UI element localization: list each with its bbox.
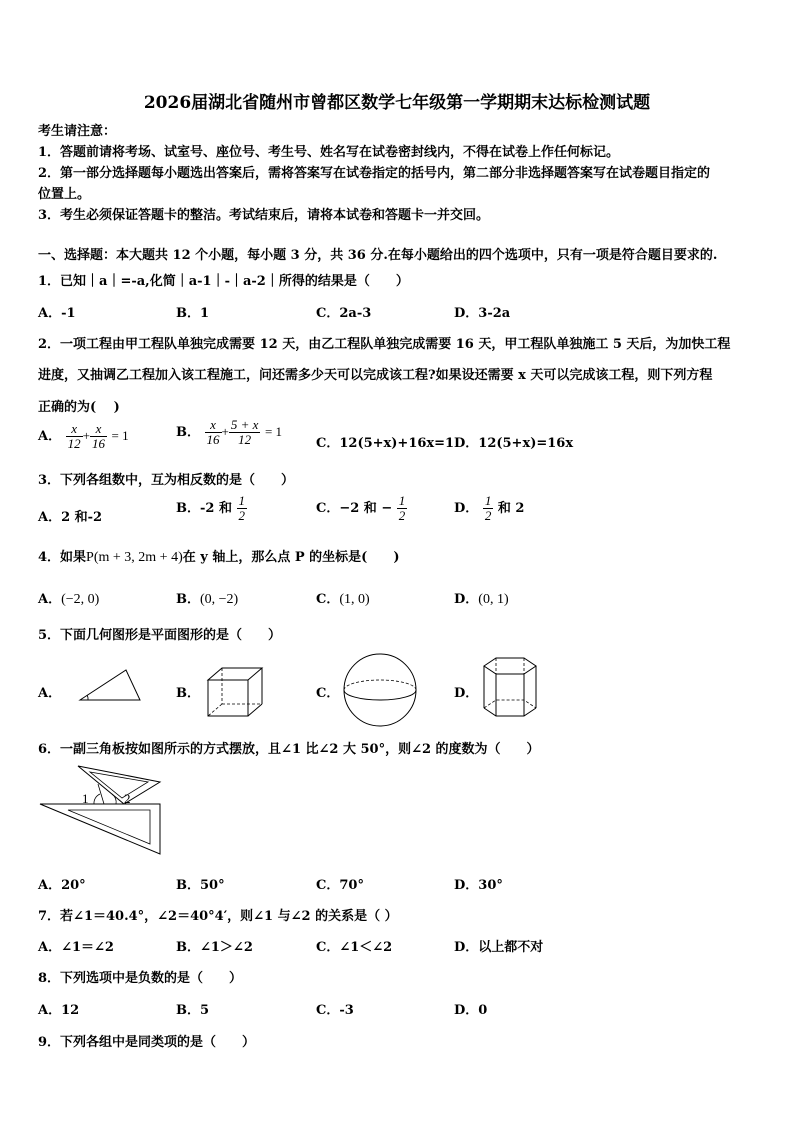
q2-stem-line1: 2．一项工程由甲工程队单独完成需要 12 天，由乙工程队单独完成需要 16 天，甲工程队单独施工 5 天后，为加快工程 <box>38 337 731 352</box>
q7-option-d: D．以上都不对 <box>454 940 544 955</box>
q8-option-d: D．0 <box>454 1003 488 1018</box>
q2-option-c: C．12(5+x)+16x=1 <box>316 436 455 451</box>
notice-item-3: 3．考生必须保证答题卡的整洁。考试结束后，请将本试卷和答题卡一并交回。 <box>38 208 490 223</box>
q1-stem: 1．已知｜a｜=-a,化简｜a-1｜-｜a-2｜所得的结果是（ ） <box>38 274 409 289</box>
triangle-figure <box>64 660 148 720</box>
fraction: $\frac{x}{16}$ <box>91 421 105 451</box>
q3-option-b: B．-2 和 $\frac{1}{2}$ <box>176 493 245 523</box>
q6-option-c: C．70° <box>316 878 364 893</box>
set-square-figure <box>38 762 168 862</box>
q7-stem: 7．若∠1＝40.4°，∠2＝40°4′，则∠1 与∠2 的关系是（ ） <box>38 909 398 924</box>
section-heading: 一、选择题：本大题共 12 个小题，每小题 3 分，共 36 分.在每小题给出的四个选项中，只有一项是符合题目要求的. <box>38 248 718 263</box>
q2-option-b: B． $\frac{x}{16}$ + $\frac{5 + x}{12}$ = 1 <box>176 417 283 447</box>
fraction: $\frac{5 + x}{12}$ <box>230 417 259 447</box>
q8-option-a: A．12 <box>38 1003 80 1018</box>
angle-label-2: 2 <box>124 791 131 806</box>
q3-option-c: C．−2 和 − $\frac{1}{2}$ <box>316 493 406 523</box>
q3-option-a: A．2 和-2 <box>38 510 103 525</box>
q4-stem: 4．如果P(m + 3, 2m + 4)在 y 轴上，那么点 P 的坐标是( ) <box>38 550 400 565</box>
q7-option-b: B．∠1＞∠2 <box>176 940 253 955</box>
q6-option-b: B．50° <box>176 878 225 893</box>
q2-option-a: A． $\frac{x}{12}$ + $\frac{x}{16}$ = 1 <box>38 421 129 451</box>
q4-option-d: D．(0, 1) <box>454 592 509 607</box>
q6-option-a: A．20° <box>38 878 86 893</box>
q5-option-d: D． <box>454 686 479 701</box>
fraction: $\frac{x}{12}$ <box>67 421 81 451</box>
notice-heading: 考生请注意： <box>38 124 117 139</box>
q4-option-a: A．(−2, 0) <box>38 592 100 607</box>
q4-option-c: C．(1, 0) <box>316 592 370 607</box>
q2-stem-line2: 进度，又抽调乙工程加入该工程施工，问还需多少天可以完成该工程?如果设还需要 x 天可以完成该工程，则下列方程 <box>38 368 713 383</box>
q8-stem: 8．下列选项中是负数的是（ ） <box>38 971 243 986</box>
q8-option-c: C．-3 <box>316 1003 354 1018</box>
q9-stem: 9．下列各组中是同类项的是（ ） <box>38 1035 256 1050</box>
q7-option-a: A．∠1＝∠2 <box>38 940 114 955</box>
q6-option-d: D．30° <box>454 878 503 893</box>
q5-option-c: C． <box>316 686 340 701</box>
q1-option-b: B．1 <box>176 306 210 321</box>
fraction: $\frac{x}{16}$ <box>206 417 220 447</box>
q2-stem-line3: 正确的为( ) <box>38 400 120 415</box>
fraction: $\frac{1}{2}$ <box>484 493 492 523</box>
q2-option-d: D．12(5+x)=16x <box>454 436 574 451</box>
q1-option-d: D．3-2a <box>454 306 511 321</box>
q8-option-b: B．5 <box>176 1003 210 1018</box>
sphere-figure <box>340 652 420 728</box>
notice-item-2-cont: 位置上。 <box>38 187 91 202</box>
q4-option-b: B．(0, −2) <box>176 592 239 607</box>
notice-item-2: 2．第一部分选择题每小题选出答案后，需将答案写在试卷指定的括号内，第二部分非选择题答案写在试卷题目指定的 <box>38 166 711 181</box>
q5-stem: 5．下面几何图形是平面图形的是（ ） <box>38 628 282 643</box>
notice-item-1: 1．答题前请将考场、试室号、座位号、考生号、姓名写在试卷密封线内，不得在试卷上作任何标记。 <box>38 145 620 160</box>
q6-stem: 6．一副三角板按如图所示的方式摆放，且∠1 比∠2 大 50°，则∠2 的度数为（ ） <box>38 742 540 757</box>
hexagonal-prism-figure <box>478 656 548 722</box>
angle-label-1: 1 <box>82 791 89 806</box>
fraction: $\frac{1}{2}$ <box>238 493 245 523</box>
q7-option-c: C．∠1＜∠2 <box>316 940 393 955</box>
page-title: 2026届湖北省随州市曾都区数学七年级第一学期期末达标检测试题 <box>143 93 651 113</box>
fraction: $\frac{1}{2}$ <box>398 493 406 523</box>
q3-stem: 3．下列各组数中，互为相反数的是（ ） <box>38 473 295 488</box>
q5-option-a: A． <box>38 686 62 701</box>
q3-option-d: D． $\frac{1}{2}$ 和 2 <box>454 493 525 523</box>
q1-option-a: A．-1 <box>38 306 76 321</box>
cube-figure <box>204 664 268 720</box>
q1-option-c: C．2a-3 <box>316 306 372 321</box>
q5-option-b: B． <box>176 686 200 701</box>
